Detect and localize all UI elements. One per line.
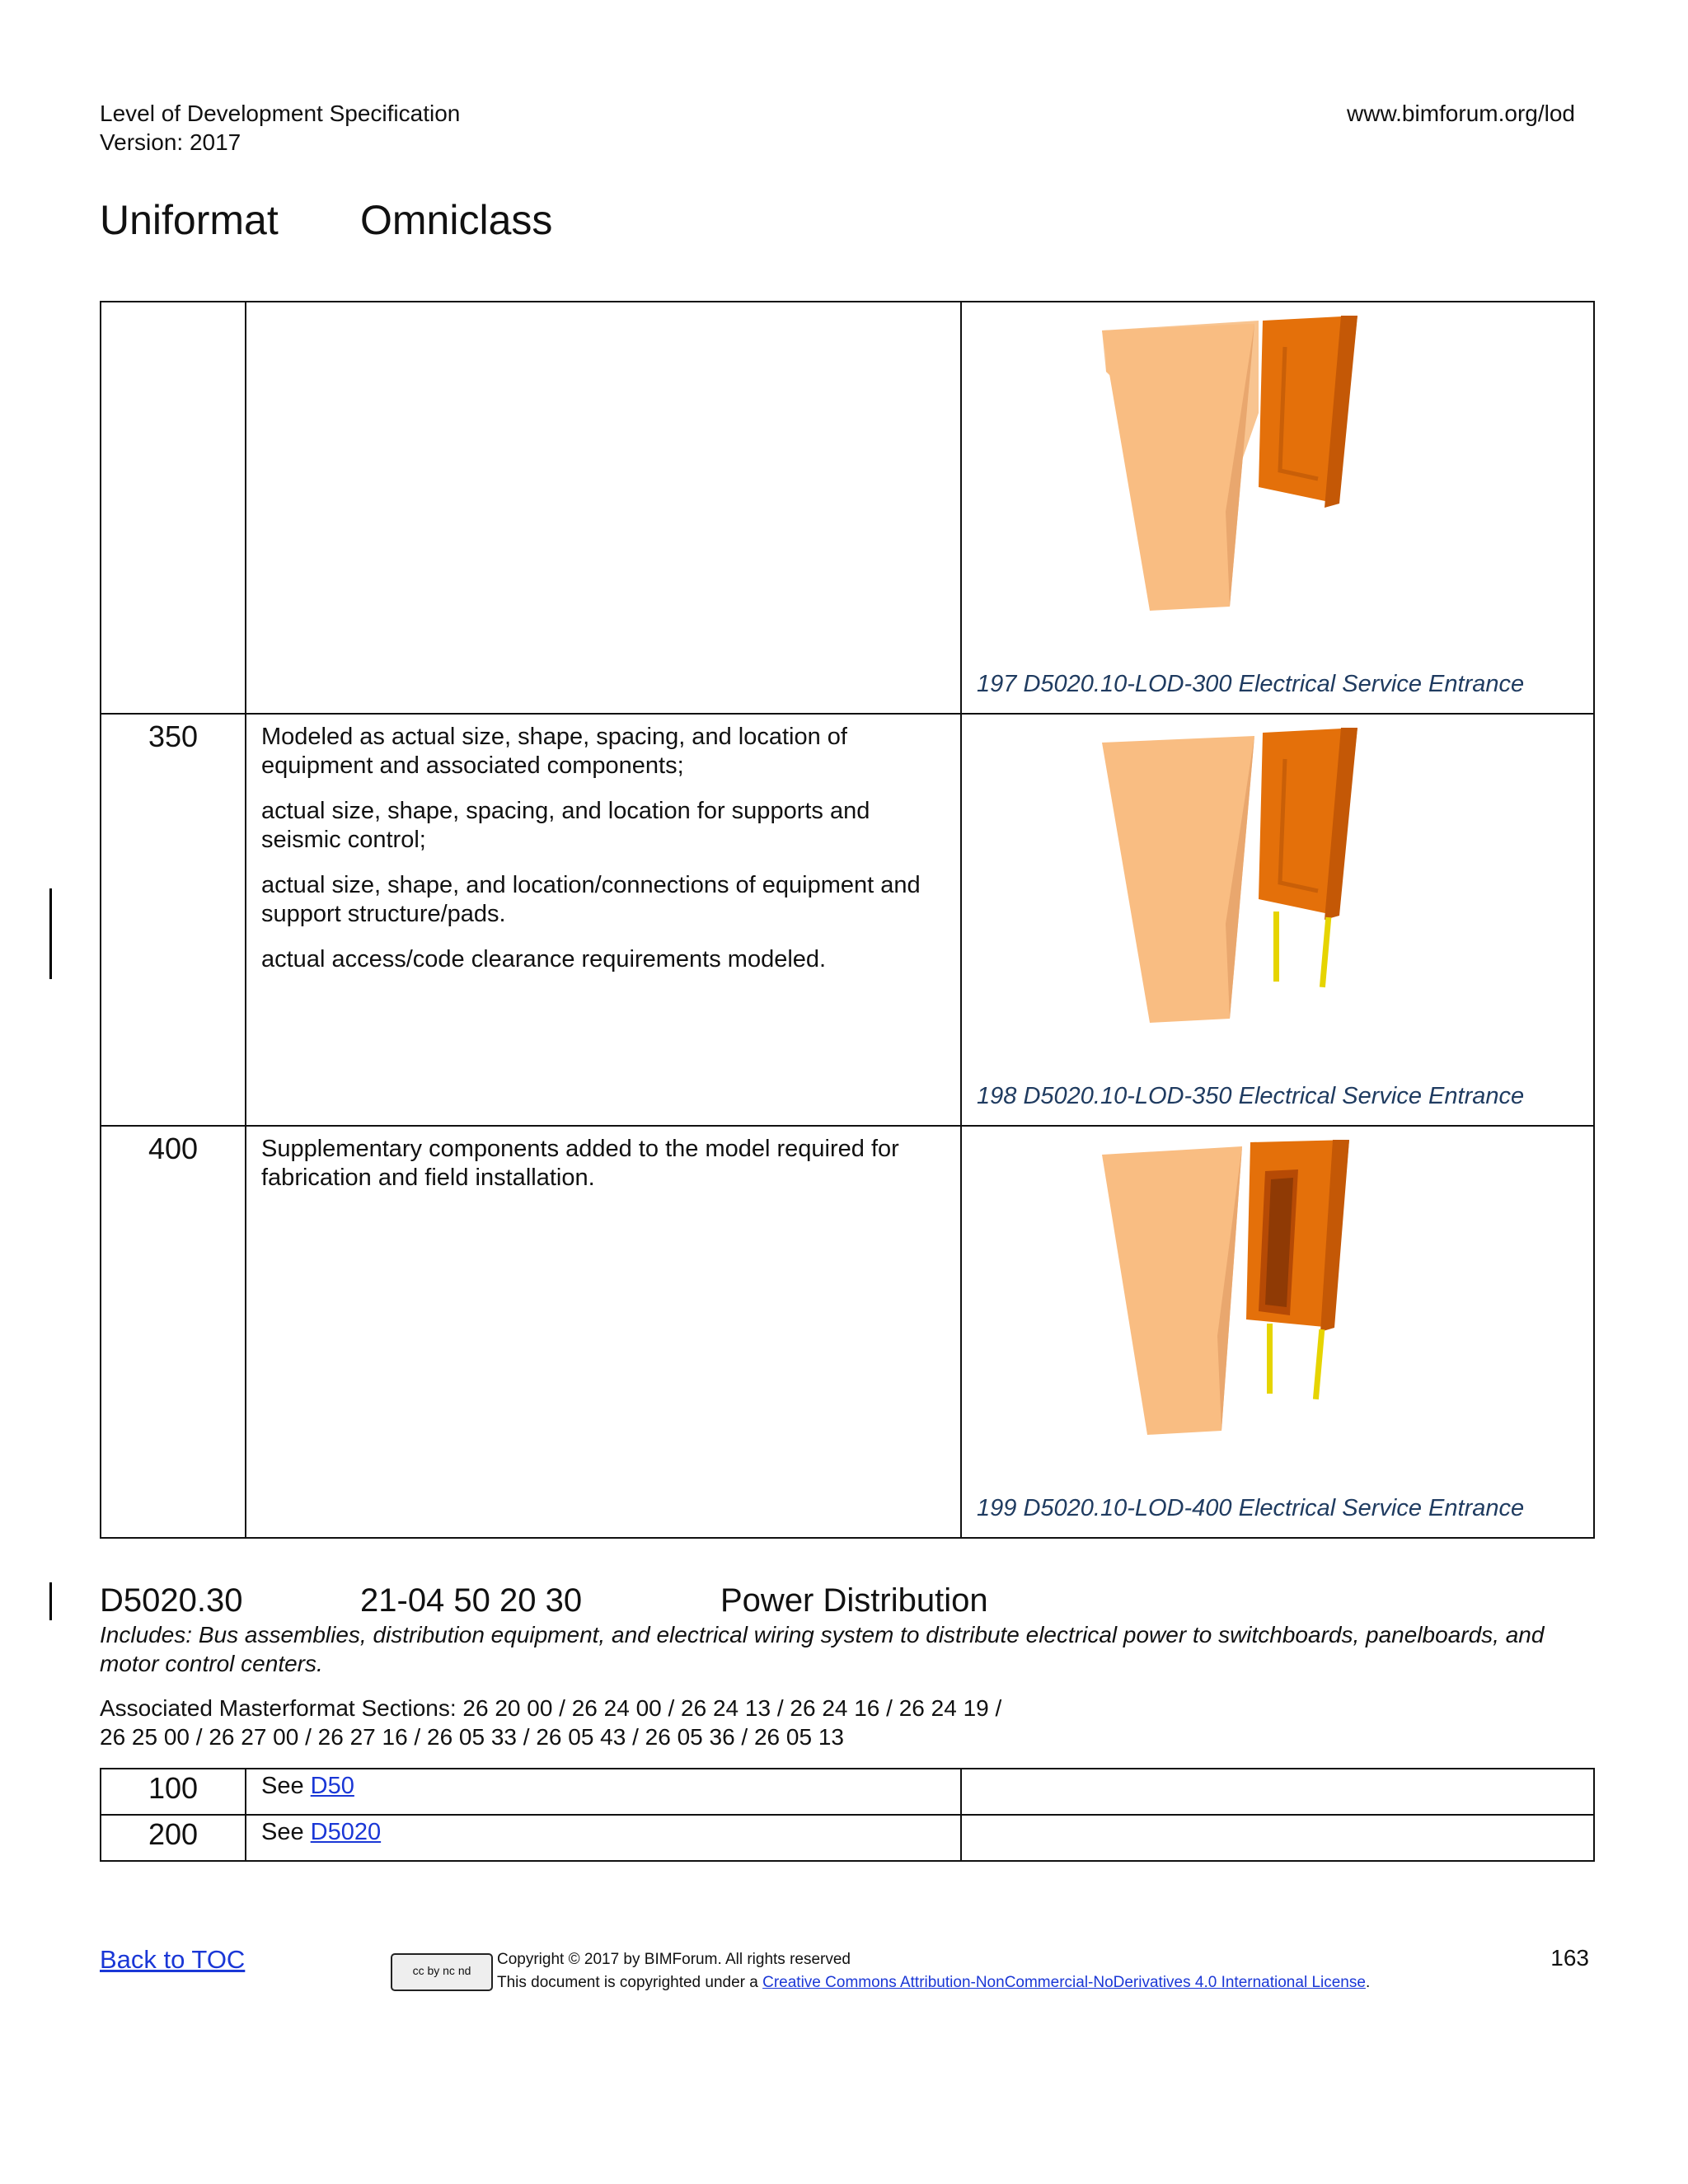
copyright-block bbox=[497, 1948, 1370, 1994]
license-suffix: . bbox=[1365, 1974, 1371, 1991]
header-url: www.bimforum.org/lod bbox=[1347, 101, 1575, 126]
masterformat-line: 26 25 00 / 26 27 00 / 26 27 16 / 26 05 33 / 26 05 43 / 26 05 36 / 26 05 13 bbox=[100, 1724, 844, 1750]
license-prefix: This document is copyrighted under a bbox=[497, 1974, 763, 1991]
figure-caption: 199 D5020.10-LOD-400 Electrical Service Entrance bbox=[977, 1495, 1525, 1521]
copyright-text: Copyright © 2017 by BIMForum. All rights reserved bbox=[497, 1951, 851, 1968]
heading-uniformat: Uniformat bbox=[100, 197, 279, 243]
masterformat-line: Associated Masterformat Sections: 26 20 00 / 26 24 00 / 26 24 13 / 26 24 16 / 26 24 19 / bbox=[100, 1695, 1002, 1721]
desc-paragraph: Modeled as actual size, shape, spacing, and location of equipment and associated components; bbox=[261, 724, 847, 779]
cc-license-badge[interactable] bbox=[391, 1953, 493, 1991]
table-row bbox=[101, 1126, 1594, 1538]
image-cell bbox=[961, 302, 1594, 714]
empty-cell bbox=[961, 1769, 1594, 1815]
back-to-toc-link[interactable]: Back to TOC bbox=[100, 1945, 246, 1974]
desc-paragraph: actual access/code clearance requirements modeled. bbox=[261, 946, 827, 972]
table-row bbox=[101, 1769, 1594, 1815]
table-row bbox=[101, 1815, 1594, 1861]
d50-link[interactable]: D50 bbox=[310, 1773, 354, 1799]
desc-paragraph: actual size, shape, and location/connections of equipment and support structure/pads. bbox=[261, 872, 921, 927]
empty-cell bbox=[961, 1815, 1594, 1861]
see-text: See bbox=[261, 1773, 311, 1799]
change-bar bbox=[49, 888, 52, 979]
lod-350-entrance-image bbox=[1102, 726, 1374, 1023]
lod-cell: 200 bbox=[101, 1815, 246, 1861]
lod-cell: 350 bbox=[101, 714, 246, 1126]
lod-cell: 400 bbox=[101, 1126, 246, 1538]
section-title: Power Distribution bbox=[720, 1582, 988, 1619]
lod-table bbox=[100, 301, 1595, 1539]
section-omniclass: 21-04 50 20 30 bbox=[360, 1582, 583, 1619]
doc-version: Version: 2017 bbox=[100, 129, 241, 155]
license-link[interactable]: Creative Commons Attribution-NonCommercial-NoDerivatives 4.0 International License bbox=[762, 1974, 1366, 1991]
table-row bbox=[101, 714, 1594, 1126]
desc-paragraph: actual size, shape, spacing, and location for supports and seismic control; bbox=[261, 798, 870, 853]
lod-400-entrance-image bbox=[1102, 1138, 1374, 1435]
image-cell bbox=[961, 714, 1594, 1126]
doc-title: Level of Development Specification bbox=[100, 101, 461, 126]
page-number: 163 bbox=[1550, 1945, 1589, 1971]
figure-caption: 197 D5020.10-LOD-300 Electrical Service Entrance bbox=[977, 671, 1525, 697]
table-row bbox=[101, 302, 1594, 714]
desc-cell bbox=[246, 1769, 961, 1815]
desc-cell bbox=[246, 302, 961, 714]
heading-omniclass: Omniclass bbox=[360, 197, 553, 243]
lod-300-entrance-image bbox=[1102, 314, 1374, 611]
d5020-link[interactable]: D5020 bbox=[310, 1819, 382, 1845]
image-cell bbox=[961, 1126, 1594, 1538]
section-includes: Includes: Bus assemblies, distribution equipment, and electrical wiring system to distribute electrical power to switchboards, panelboards, and motor control centers. bbox=[100, 1622, 1545, 1676]
change-bar bbox=[49, 1582, 52, 1620]
desc-cell bbox=[246, 714, 961, 1126]
desc-cell bbox=[246, 1126, 961, 1538]
desc-cell bbox=[246, 1815, 961, 1861]
desc-paragraph: Supplementary components added to the model required for fabrication and field installation. bbox=[261, 1136, 899, 1191]
see-text: See bbox=[261, 1819, 311, 1845]
lod-table-small bbox=[100, 1768, 1595, 1862]
lod-cell: 100 bbox=[101, 1769, 246, 1815]
masterformat-sections bbox=[100, 1694, 1592, 1751]
cc-badge-label: cc by nc nd bbox=[412, 1964, 471, 1977]
lod-cell bbox=[101, 302, 246, 714]
figure-caption: 198 D5020.10-LOD-350 Electrical Service Entrance bbox=[977, 1083, 1525, 1109]
license-text bbox=[497, 1971, 1370, 1994]
section-code: D5020.30 bbox=[100, 1582, 243, 1619]
